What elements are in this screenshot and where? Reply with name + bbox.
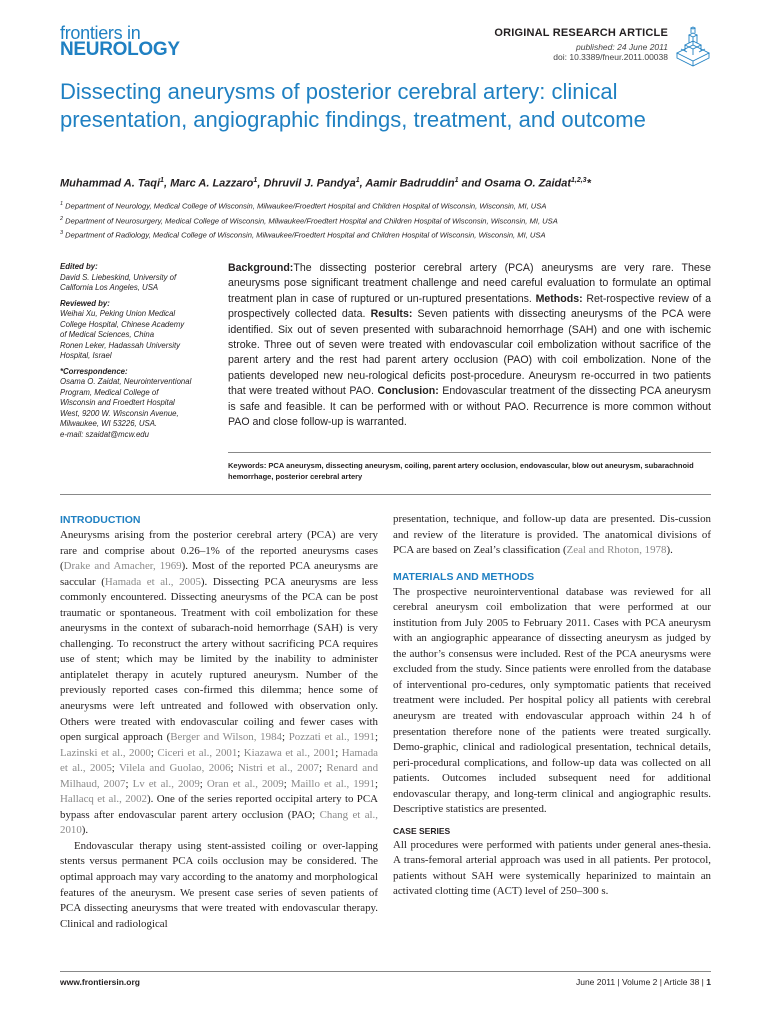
reviewed-by-label: Reviewed by: bbox=[60, 298, 110, 308]
citation-link[interactable]: Chang et al., 2010 bbox=[60, 808, 379, 837]
citation-link[interactable]: Zeal and Rhoton, 1978 bbox=[566, 544, 667, 557]
abstract-divider bbox=[60, 494, 711, 495]
citation-link[interactable]: Oran et al., 2009 bbox=[206, 777, 284, 790]
text-run: ; bbox=[375, 731, 379, 744]
text-run: Aneurysms arising from the posterior cerebral artery (PCA) are very rare and comprise about 0.26–1% of the reported aneurysms cases ( bbox=[60, 529, 378, 573]
author-separator: and bbox=[458, 177, 485, 190]
text-run: ; bbox=[237, 746, 244, 759]
edited-by-label: Edited by: bbox=[60, 262, 98, 271]
author-name: Muhammad A. Taqi bbox=[60, 177, 161, 190]
text-run: ). bbox=[81, 824, 89, 837]
author-affiliation-ref: 1 bbox=[160, 177, 164, 184]
article-type: ORIGINAL RESEARCH ARTICLE bbox=[494, 27, 668, 39]
citation-link[interactable]: Vilela and Guolao, 2006 bbox=[119, 762, 231, 775]
abstract-methods-label: Methods: bbox=[535, 292, 583, 305]
abstract bbox=[228, 261, 711, 430]
citation-link[interactable]: Maillo et al., 1991 bbox=[290, 777, 376, 790]
affiliation-list bbox=[60, 198, 720, 242]
citation-link[interactable]: Hallacq et al., 2002 bbox=[60, 793, 147, 806]
affiliation-text: Department of Radiology, Medical College of Wisconsin, Milwaukee/Froedtert Hospital and Children Hospital of Wisconsin, Wisconsin, MI, USA bbox=[63, 230, 546, 240]
author-affiliation-ref: 1 bbox=[253, 177, 258, 184]
affiliation-text: Department of Neurosurgery, Medical College of Wisconsin, Milwaukee/Froedtert Hospital and Children Hospital of Wisconsin, Wisconsin, MI, USA bbox=[63, 216, 558, 226]
published-date: published: 24 June 2011 bbox=[575, 42, 668, 52]
reviewed-by: Weihai Xu, Peking Union Medical College Hospital, Chinese Academy of Medical Sciences, China Ronen Leker, Hadassah University Hospital, Israel bbox=[60, 309, 185, 360]
citation-link[interactable]: Renard and Milhaud, 2007 bbox=[60, 762, 379, 790]
author-name: Aamir Badruddin bbox=[365, 177, 455, 190]
author-separator: , bbox=[359, 177, 366, 190]
text-run: ; bbox=[283, 777, 291, 790]
affiliation-text: Department of Neurology, Medical College of Wisconsin, Milwaukee/Froedtert Hospital and Children Hospital of Wisconsin, Wisconsin, MI, USA bbox=[63, 201, 547, 211]
correspondence: Osama O. Zaidat, Neurointerventional Program, Medical College of Wisconsin and Froedtert Hospital West, 9200 W. Wisconsin Avenue, Milwaukee, WI 53226, USA. e-mail: szaidat@mcw.edu bbox=[60, 377, 192, 439]
affiliation-number: 3 bbox=[60, 230, 64, 237]
affiliation bbox=[60, 198, 720, 213]
methods-heading: MATERIALS AND METHODS bbox=[393, 570, 535, 583]
text-run: ; bbox=[125, 777, 133, 790]
affiliation-number: 1 bbox=[60, 201, 64, 207]
citation-link[interactable]: Nistri et al., 2007 bbox=[237, 762, 319, 775]
text-run: ; bbox=[375, 777, 379, 790]
author-name: Marc A. Lazzaro bbox=[170, 177, 254, 190]
citation-link[interactable]: Kiazawa et al., 2001 bbox=[243, 746, 336, 759]
edited-by: David S. Liebeskind, University of California Los Angeles, USA bbox=[60, 272, 177, 292]
footer-issue: June 2011 | Volume 2 | Article 38 | bbox=[575, 977, 704, 987]
editorial-info bbox=[60, 262, 210, 440]
corresponding-marker: * bbox=[586, 177, 591, 190]
author-list bbox=[60, 177, 720, 190]
introduction-heading: INTRODUCTION bbox=[60, 514, 141, 526]
text-run: ; bbox=[230, 762, 238, 775]
affiliation-number: 2 bbox=[60, 215, 64, 222]
journal-logo bbox=[60, 24, 180, 59]
case-series-heading: CASE SERIES bbox=[393, 825, 451, 836]
text-run: ; bbox=[111, 762, 120, 775]
keywords-divider bbox=[228, 452, 711, 453]
affiliation bbox=[60, 213, 720, 228]
body-column-left bbox=[60, 512, 378, 932]
text-run: ). Dissecting PCA aneurysms are less commonly encountered. Dissecting aneurysms of the PCA can be post traumatic or spontaneous. Treatment with coil embolization for these aneurysms in the context of subarach-noid hemorrhage (SAH) is very challenging. To reconstruct the artery without sacrificing PCA requires use of stent; which may be limited by the inability to administer antiplatelet therapy in acutely ruptured aneurysm. Number of the previously reported cases con-firmed this dilemma; hence some of aneurysms were left untreated and followed with observation only. Others were treated with endovascular coiling and fewer cases with open surgical approach ( bbox=[60, 575, 378, 744]
introduction-paragraph-continued bbox=[393, 512, 711, 559]
article-title: Dissecting aneurysms of posterior cerebral artery: clinical presentation, angiographic findings, treatment, and outcome bbox=[60, 79, 646, 132]
citation-link[interactable]: Berger and Wilson, 1984 bbox=[170, 731, 282, 744]
doi: doi: 10.3389/fneur.2011.00038 bbox=[553, 52, 668, 62]
citation-link[interactable]: Drake and Amacher, 1969 bbox=[63, 560, 182, 573]
abstract-results-label: Results: bbox=[370, 308, 413, 321]
author-separator: , bbox=[163, 177, 171, 190]
methods-paragraph: The prospective neurointerventional database was reviewed for all cerebral aneurysm coil embolization that were performed at our institution from July 2005 to February 2011. Cases with PCA aneurysm with an angiographic appearance of dissecting aneurysm as judged by the author’s consensus were included. Rest of the PCA aneurysms were excluded from the study. Since patients were enrolled from the database of interventional pro-cedures, only symptomatic patients that received treatment were included. Per hospital policy all patients with cerebral aneurysm are treated with endovascular approach within 24 h of presentation therefore none of the patients were treated surgically. Demo-graphic, clinical and radiological presentation, technical details, peri-procedural complications, and follow-up data was collected on all patients. Outcomes included subsequent need for additional endovascular therapy, and long-term clinical and angiographic results. Descriptive statistics are presented. bbox=[393, 585, 711, 816]
affiliation bbox=[60, 227, 720, 242]
abstract-conclusion-label: Conclusion: bbox=[377, 385, 439, 398]
text-run: ; bbox=[318, 762, 327, 775]
footer-issue-info bbox=[576, 977, 711, 987]
correspondence-label: *Correspondence: bbox=[60, 366, 128, 376]
text-run: presentation, technique, and follow-up data are presented. Dis-cussion and review of the literature is provided. The anatomical divisions of PCA are based on Zeal’s classification ( bbox=[393, 513, 711, 557]
text-run: ). One of the series reported occipital artery to PCA bypass after endovascular parent artery occlusion (PAO; bbox=[60, 793, 378, 821]
logo-bottom-text: NEUROLOGY bbox=[60, 39, 180, 60]
author-affiliation-ref: 1 bbox=[454, 177, 459, 184]
abstract-background: The dissecting posterior cerebral artery (PCA) aneurysms are very rare. These aneurysms pose significant treatment challenge and need careful evaluation to formulate an optimal treatment plan in case of ruptured or un-ruptured presentations. bbox=[228, 262, 711, 305]
footer-divider bbox=[60, 971, 711, 972]
abstract-methods: Ret-rospective review of a prospectively collected data. bbox=[228, 292, 711, 321]
text-run: ; bbox=[199, 777, 207, 790]
footer-website[interactable]: www.frontiersin.org bbox=[60, 977, 140, 987]
text-run: ; bbox=[281, 731, 289, 744]
citation-link[interactable]: Lv et al., 2009 bbox=[132, 777, 200, 790]
page-number: 1 bbox=[706, 977, 711, 987]
introduction-paragraph-1 bbox=[60, 528, 378, 839]
case-series-paragraph: All procedures were performed with patients under general anes-thesia. A trans-femoral arterial approach was used in all patients. Per protocol, patients without SAH were systemically heparinized to maintain an activated clotting time (ACT) level of 250–300 s. bbox=[393, 838, 711, 898]
author-affiliation-ref: 1 bbox=[355, 177, 360, 184]
author-name: Osama O. Zaidat bbox=[484, 177, 571, 190]
frontiers-cube-icon bbox=[673, 25, 713, 67]
author-name: Dhruvil J. Pandya bbox=[263, 177, 356, 190]
citation-link[interactable]: Lazinski et al., 2000 bbox=[60, 746, 151, 759]
text-run: ). Most of the reported PCA aneurysms are saccular ( bbox=[60, 560, 379, 588]
author-separator: , bbox=[257, 177, 264, 190]
text-run: ; bbox=[150, 746, 158, 759]
abstract-results: Seven patients with dissecting aneurysms of the PCA were identified. Six out of seven presented with subarachnoid hemorrhage (SAH) and one with ischemic stroke. Three out of seven were treated with endovascular coil embolization without sacrifice of the parent artery and the rest had parent artery occlusion (PAO) with coil embolization. None of the patients developed new neu-rological deficits post-procedure. Aneurysm re-occurred in two patients that were treated without PAO. bbox=[228, 308, 712, 398]
abstract-background-label: Background: bbox=[228, 262, 294, 274]
citation-link[interactable]: Hamada et al., 2005 bbox=[60, 746, 379, 775]
author-affiliation-ref: 1,2,3 bbox=[571, 177, 587, 184]
abstract-conclusion: Endovascular treatment of the dissecting PCA aneurysm is safe and feasible. It can be performed with or without PAO. Recurrence is more common without PAO and close follow-up is warranted. bbox=[228, 385, 711, 429]
body-column-right bbox=[393, 512, 711, 900]
citation-link[interactable]: Ciceri et al., 2001 bbox=[157, 746, 238, 759]
citation-link[interactable]: Hamada et al., 2005 bbox=[104, 575, 201, 588]
text-run: ; bbox=[335, 746, 342, 759]
keywords: Keywords: PCA aneurysm, dissecting aneurysm, coiling, parent artery occlusion, endovascular, blow out aneurysm, subarachnoid hemorrhage, posterior cerebral artery bbox=[228, 461, 694, 481]
citation-link[interactable]: Pozzati et al., 1991 bbox=[288, 731, 375, 744]
text-run: ). bbox=[666, 544, 673, 557]
logo-top-text: frontiers in bbox=[60, 23, 141, 43]
introduction-paragraph-2: Endovascular therapy using stent-assisted coiling or over-lapping stents versus permanent PCA coils occlusion may be considered. The optimal approach may vary according to the anatomy and morphological features of the aneurysm. We present case series of seven patients of PCA dissecting aneurysms that were treated with endovascular therapy. Clinical and radiological bbox=[60, 839, 378, 930]
